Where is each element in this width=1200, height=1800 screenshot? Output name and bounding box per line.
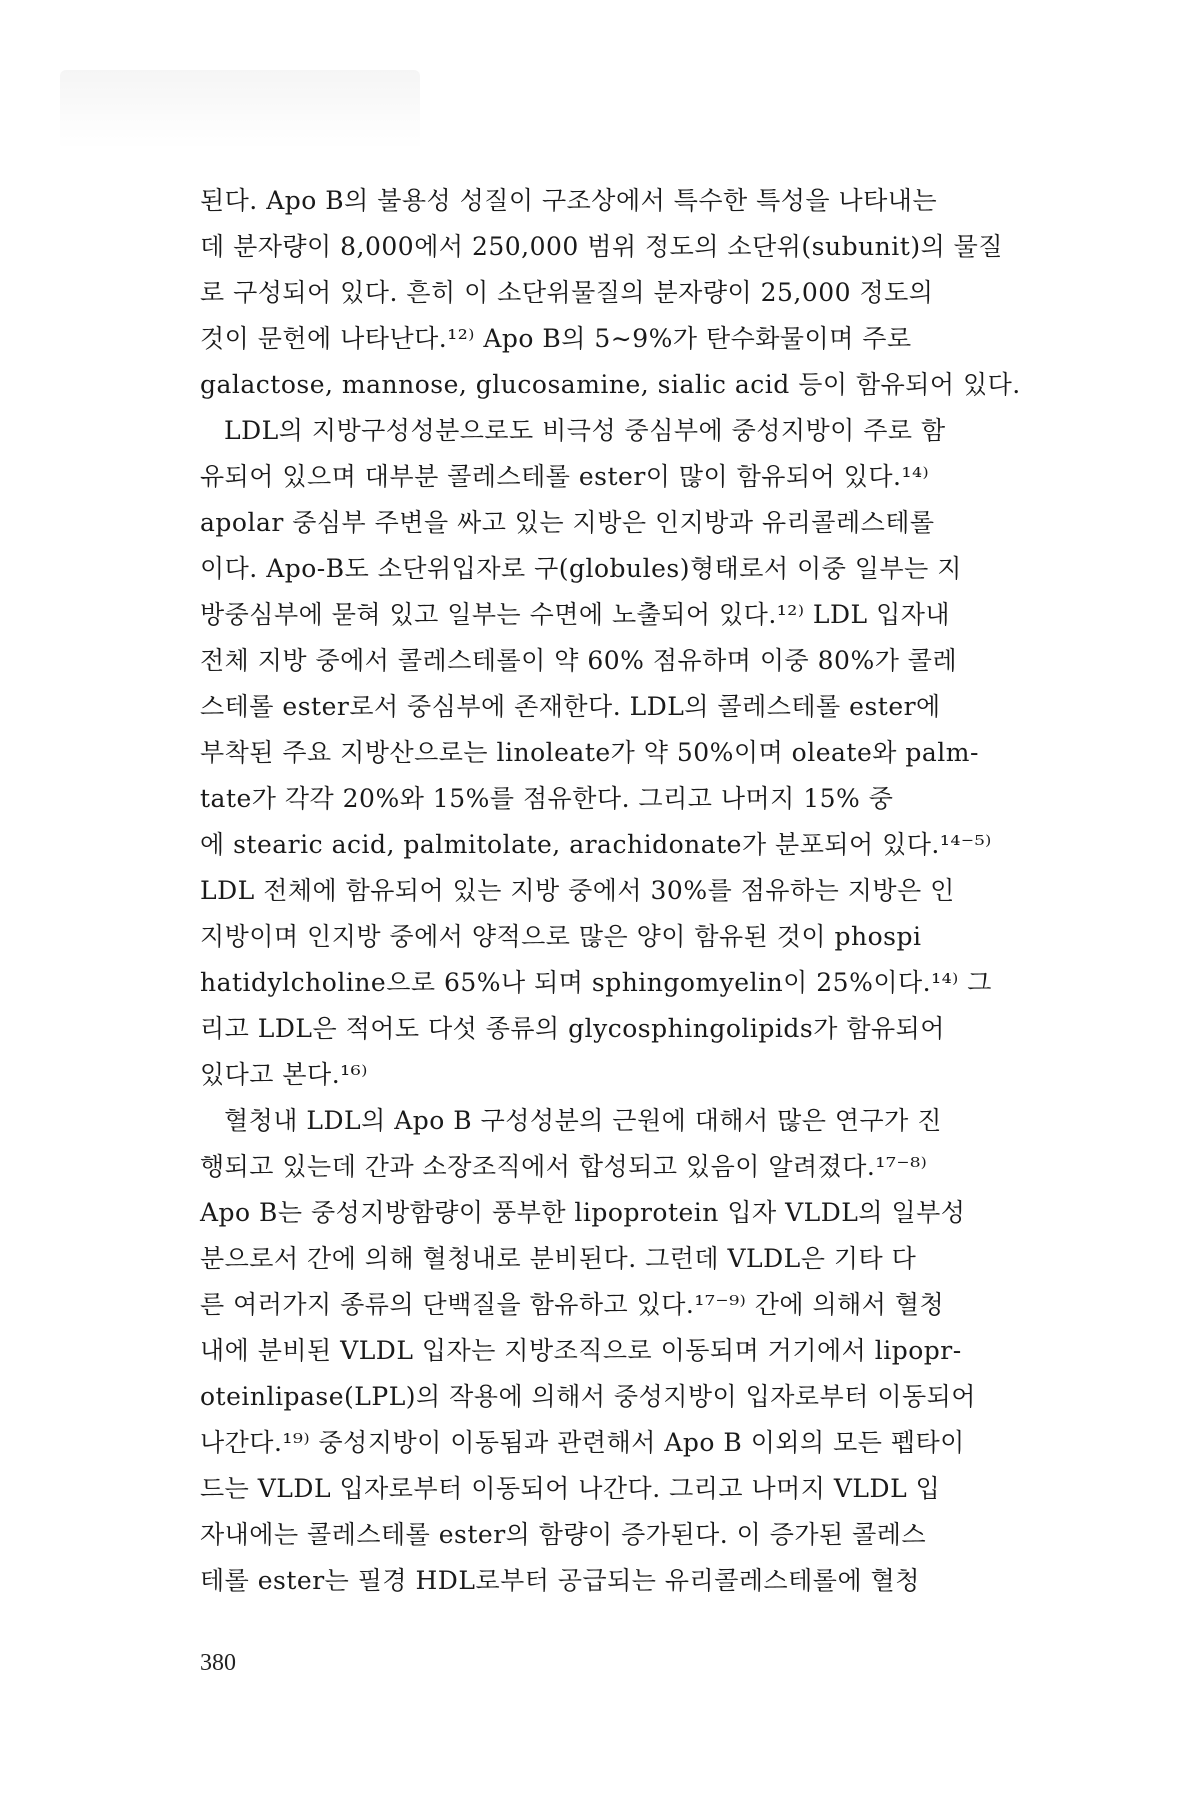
- text-line: LDL 전체에 함유되어 있는 지방 중에서 30%를 점유하는 지방은 인: [200, 876, 955, 905]
- text-line: 자내에는 콜레스테롤 ester의 함량이 증가된다. 이 증가된 콜레스: [200, 1520, 927, 1549]
- text-line: 행되고 있는데 간과 소장조직에서 합성되고 있음이 알려졌다.¹⁷⁻⁸⁾: [200, 1152, 928, 1181]
- page-number: 380: [200, 1650, 236, 1676]
- text-line: Apo B는 중성지방함량이 풍부한 lipoprotein 입자 VLDL의 일부성: [200, 1198, 966, 1227]
- text-line: 방중심부에 묻혀 있고 일부는 수면에 노출되어 있다.¹²⁾ LDL 입자내: [200, 600, 951, 629]
- text-line: galactose, mannose, glucosamine, sialic acid 등이 함유되어 있다.: [200, 370, 1021, 399]
- text-line: 지방이며 인지방 중에서 양적으로 많은 양이 함유된 것이 phospi: [200, 922, 922, 951]
- text-line: 드는 VLDL 입자로부터 이동되어 나간다. 그리고 나머지 VLDL 입: [200, 1474, 941, 1503]
- text-line: LDL의 지방구성성분으로도 비극성 중심부에 중성지방이 주로 함: [224, 416, 946, 445]
- body-text: [200, 178, 1030, 1604]
- text-line: 른 여러가지 종류의 단백질을 함유하고 있다.¹⁷⁻⁹⁾ 간에 의해서 혈청: [200, 1290, 945, 1319]
- text-line: 내에 분비된 VLDL 입자는 지방조직으로 이동되며 거기에서 lipopr-: [200, 1336, 962, 1365]
- text-line: tate가 각각 20%와 15%를 점유한다. 그리고 나머지 15% 중: [200, 784, 894, 813]
- text-line: hatidylcholine으로 65%나 되며 sphingomyelin이 25%이다.¹⁴⁾ 그: [200, 968, 992, 997]
- text-line: 데 분자량이 8,000에서 250,000 범위 정도의 소단위(subunit)의 물질: [200, 232, 1003, 261]
- text-line: 부착된 주요 지방산으로는 linoleate가 약 50%이며 oleate와 palm-: [200, 738, 979, 767]
- text-line: 스테롤 ester로서 중심부에 존재한다. LDL의 콜레스테롤 ester에: [200, 692, 941, 721]
- text-line: oteinlipase(LPL)의 작용에 의해서 중성지방이 입자로부터 이동되어: [200, 1382, 976, 1411]
- text-line: 혈청내 LDL의 Apo B 구성성분의 근원에 대해서 많은 연구가 진: [224, 1106, 942, 1135]
- text-line: 이다. Apo-B도 소단위입자로 구(globules)형태로서 이중 일부는 지: [200, 554, 962, 583]
- text-line: 된다. Apo B의 불용성 성질이 구조상에서 특수한 특성을 나타내는: [200, 186, 938, 215]
- text-line: 나간다.¹⁹⁾ 중성지방이 이동됨과 관련해서 Apo B 이외의 모든 펩타이: [200, 1428, 965, 1457]
- text-line: 에 stearic acid, palmitolate, arachidonate가 분포되어 있다.¹⁴⁻⁵⁾: [200, 830, 992, 859]
- scan-shadow: [60, 70, 420, 150]
- text-line: 유되어 있으며 대부분 콜레스테롤 ester이 많이 함유되어 있다.¹⁴⁾: [200, 462, 930, 491]
- text-line: 로 구성되어 있다. 흔히 이 소단위물질의 분자량이 25,000 정도의: [200, 278, 934, 307]
- text-line: 분으로서 간에 의해 혈청내로 분비된다. 그런데 VLDL은 기타 다: [200, 1244, 917, 1273]
- text-line: 있다고 본다.¹⁶⁾: [200, 1060, 368, 1089]
- text-line: 리고 LDL은 적어도 다섯 종류의 glycosphingolipids가 함유되어: [200, 1014, 945, 1043]
- text-line: apolar 중심부 주변을 싸고 있는 지방은 인지방과 유리콜레스테롤: [200, 508, 935, 537]
- text-line: 것이 문헌에 나타난다.¹²⁾ Apo B의 5∼9%가 탄수화물이며 주로: [200, 324, 912, 353]
- text-line: 전체 지방 중에서 콜레스테롤이 약 60% 점유하며 이중 80%가 콜레: [200, 646, 958, 675]
- text-line: 테롤 ester는 필경 HDL로부터 공급되는 유리콜레스테롤에 혈청: [200, 1566, 920, 1595]
